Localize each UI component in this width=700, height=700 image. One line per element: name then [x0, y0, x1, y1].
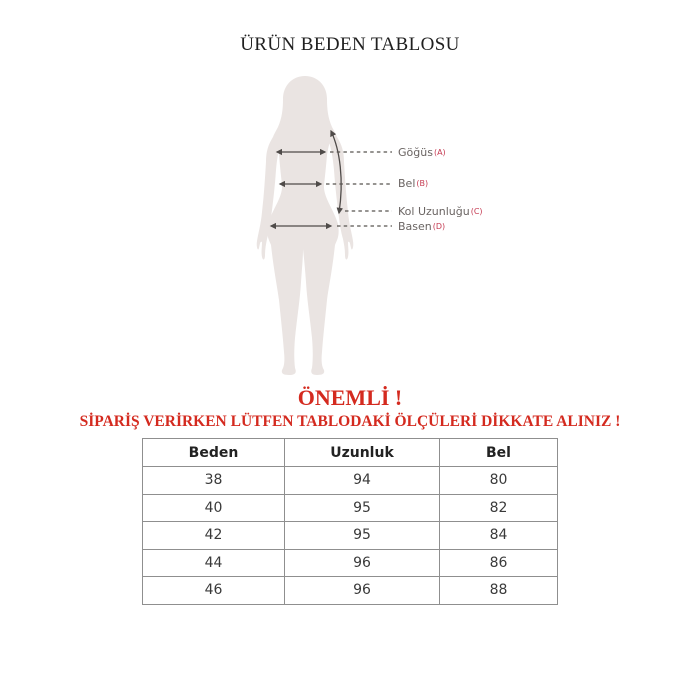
- table-row: [143, 549, 558, 577]
- size-table: [142, 438, 558, 605]
- arm-length-label-letter: (C): [470, 207, 483, 216]
- table-row: [143, 494, 558, 522]
- table-row: [143, 577, 558, 605]
- head-silhouette: [273, 76, 337, 140]
- torso-legs-silhouette: [267, 135, 338, 375]
- page-title: ÜRÜN BEDEN TABLOSU: [240, 34, 460, 55]
- cell-beden: 40: [143, 494, 285, 522]
- cell-bel: 82: [440, 494, 558, 522]
- table-row: [143, 467, 558, 495]
- column-header-beden: Beden: [143, 439, 285, 467]
- cell-bel: 88: [440, 577, 558, 605]
- chest-label: [398, 147, 446, 159]
- cell-bel: 80: [440, 467, 558, 495]
- cell-bel: 84: [440, 522, 558, 550]
- cell-beden: 44: [143, 549, 285, 577]
- cell-uzunluk: 96: [285, 577, 440, 605]
- chest-label-text: Göğüs: [398, 146, 433, 159]
- cell-beden: 46: [143, 577, 285, 605]
- chest-label-letter: (A): [433, 148, 446, 157]
- waist-label-text: Bel: [398, 177, 416, 190]
- waist-label: [398, 178, 428, 190]
- cell-uzunluk: 95: [285, 494, 440, 522]
- hip-label-letter: (D): [432, 222, 446, 231]
- column-header-uzunluk: Uzunluk: [285, 439, 440, 467]
- column-header-bel: Bel: [440, 439, 558, 467]
- arm-length-label-text: Kol Uzunluğu: [398, 205, 470, 218]
- cell-bel: 86: [440, 549, 558, 577]
- cell-uzunluk: 95: [285, 522, 440, 550]
- important-heading: ÖNEMLİ !: [297, 385, 403, 410]
- hip-label: [398, 221, 445, 233]
- cell-uzunluk: 96: [285, 549, 440, 577]
- cell-beden: 38: [143, 467, 285, 495]
- cell-beden: 42: [143, 522, 285, 550]
- cell-uzunluk: 94: [285, 467, 440, 495]
- waist-label-letter: (B): [416, 179, 429, 188]
- size-table-header-row: [143, 439, 558, 467]
- important-message: SİPARİŞ VERİRKEN LÜTFEN TABLODAKİ ÖLÇÜLERİ DİKKATE ALINIZ !: [79, 413, 621, 430]
- table-row: [143, 522, 558, 550]
- arm-length-label: [398, 206, 483, 218]
- hip-label-text: Basen: [398, 220, 432, 233]
